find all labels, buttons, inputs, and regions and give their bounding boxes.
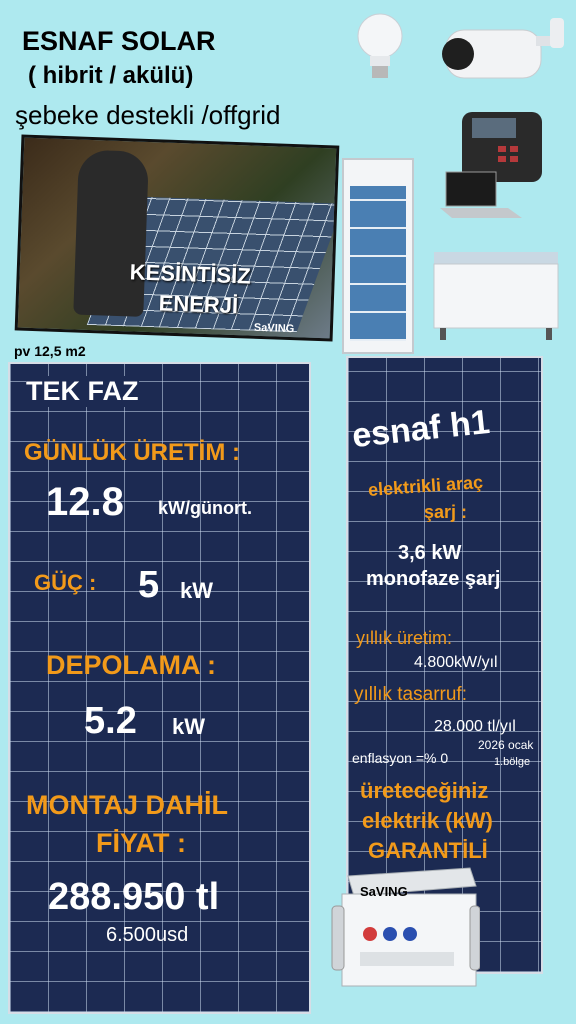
header-tagline: şebeke destekli /offgrid (15, 100, 281, 130)
freezer-icon (426, 238, 564, 336)
savings-value: 28.000 tl/yıl (434, 718, 516, 735)
ev-label-line2: şarj : (424, 502, 468, 522)
camera-icon (438, 12, 570, 92)
guarantee-line3: GARANTİLİ (368, 838, 488, 863)
inflation-note: enflasyon =% 0 (352, 750, 449, 766)
savings-label: yıllık tasarruf: (354, 684, 467, 705)
ev-value-line1: 3,6 kW (398, 542, 462, 564)
storage-label: DEPOLAMA : (46, 650, 216, 680)
power-label: GÜÇ : (34, 570, 97, 595)
daily-label: GÜNLÜK ÜRETİM : (24, 439, 240, 466)
price-label-line1: MONTAJ DAHİL (26, 790, 228, 820)
phase-label: TEK FAZ (26, 376, 139, 406)
installation-photo (15, 135, 340, 342)
laptop-icon (438, 168, 524, 220)
yearly-label: yıllık üretim: (356, 628, 453, 648)
model-name: esnaf h1 (350, 402, 492, 456)
region-note: 1.bölge (494, 756, 531, 768)
power-value: 5 (138, 564, 160, 606)
left-panel (8, 362, 311, 1014)
fridge-icon (342, 158, 414, 354)
ev-value-line2: monofaze şarj (366, 568, 501, 590)
yearly-value: 4.800kW/yıl (414, 654, 498, 671)
guarantee-line2: elektrik (kW) (362, 808, 493, 833)
worker-image (73, 150, 149, 317)
storage-value: 5.2 (84, 700, 137, 742)
guarantee-line1: üreteceğiniz (360, 778, 489, 803)
daily-value: 12.8 (46, 480, 124, 524)
ev-label-line1: elektrikli araç (367, 472, 484, 500)
photo-overlay-line2: ENERJİ (158, 290, 239, 319)
daily-unit: kW/günort. (158, 498, 252, 518)
battery-brand: SaVING (360, 884, 408, 899)
header-subtitle: ( hibrit / akülü) (28, 62, 194, 89)
header-title: ESNAF SOLAR (22, 26, 216, 56)
price-usd: 6.500usd (106, 924, 189, 946)
price-label-line2: FİYAT : (96, 828, 187, 858)
date-note: 2026 ocak (478, 738, 534, 752)
price-value: 288.950 tl (48, 876, 220, 918)
battery-unit (330, 862, 480, 992)
photo-brand: SaVING (253, 321, 295, 336)
bulb-icon (355, 12, 405, 82)
power-unit: kW (180, 578, 213, 603)
area-label: pv 12,5 m2 (14, 343, 86, 359)
storage-unit: kW (172, 714, 205, 739)
photo-overlay-line1: KESİNTİSİZ (129, 259, 252, 289)
